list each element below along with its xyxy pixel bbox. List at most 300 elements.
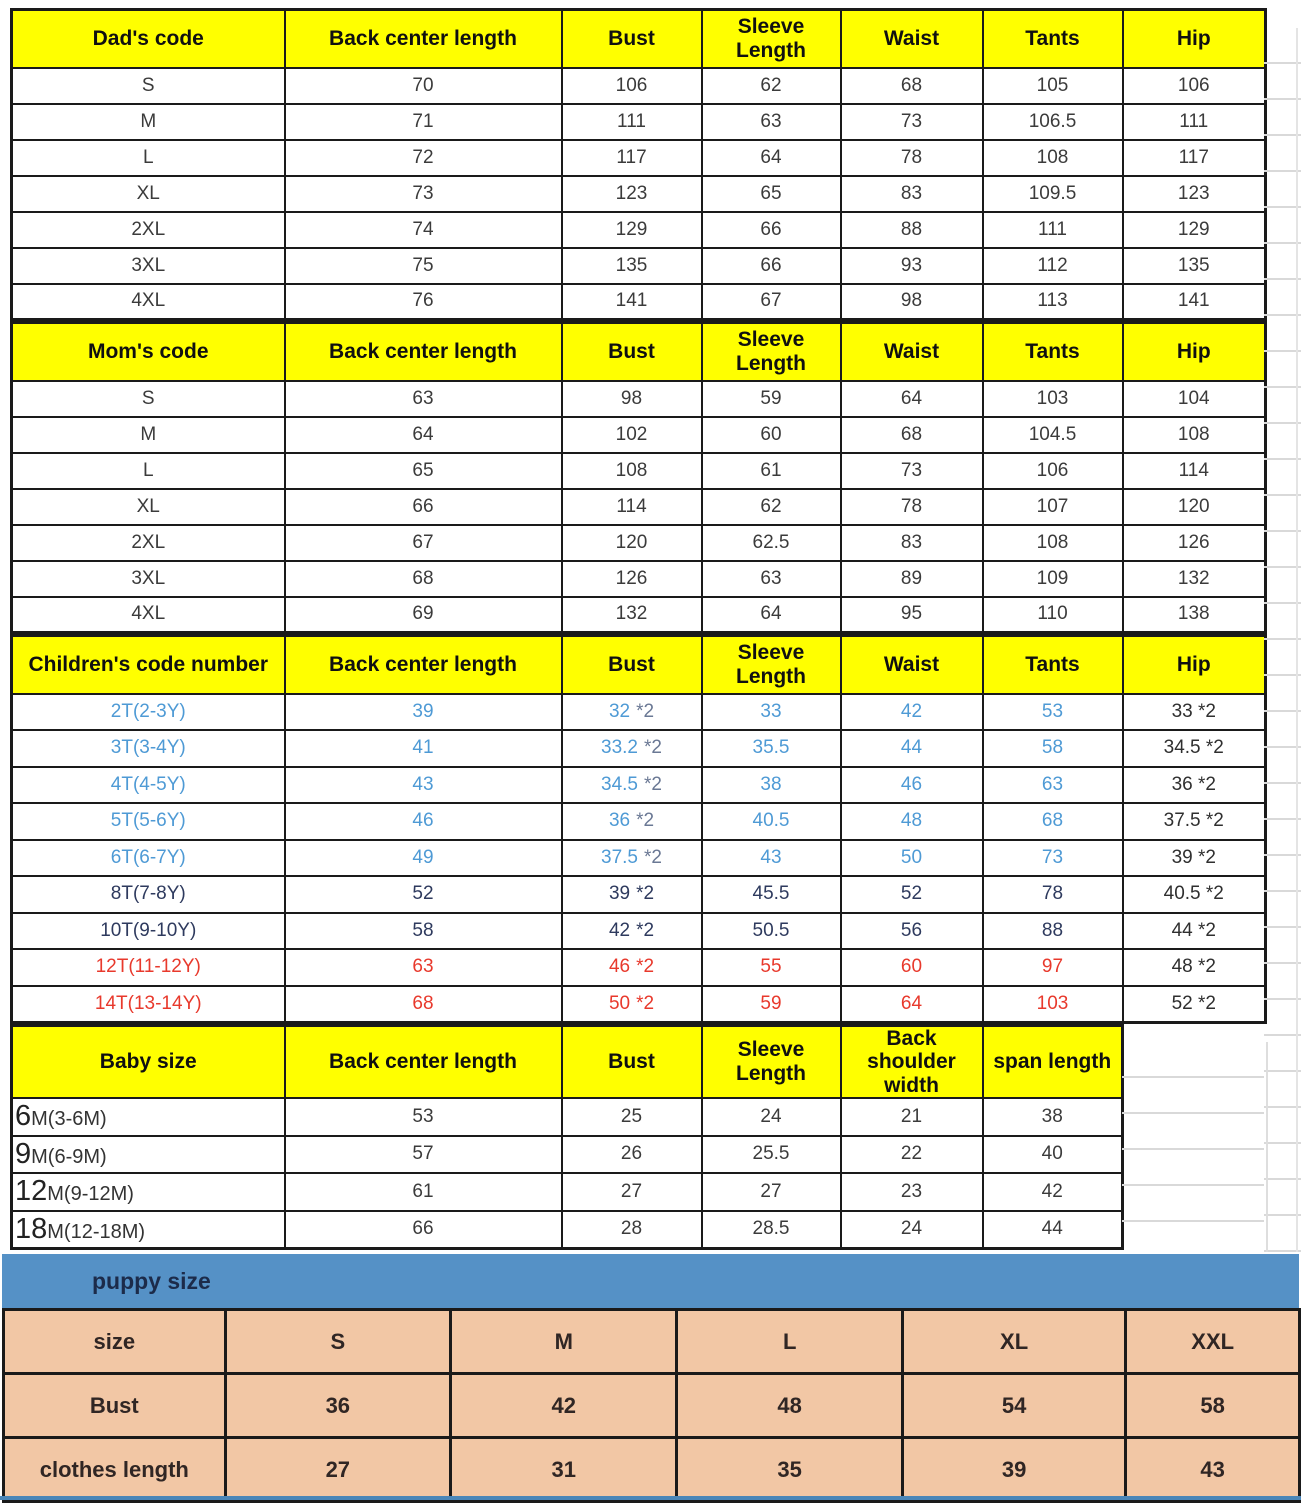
value-cell: 44 xyxy=(983,1211,1123,1249)
table-row xyxy=(12,840,1266,877)
value-cell: 27 xyxy=(702,1173,841,1211)
value-cell: 58 xyxy=(285,913,562,950)
value-cell: 66 xyxy=(285,1211,562,1249)
value-cell: 132 xyxy=(562,597,702,633)
value-cell: 39 *2 xyxy=(1123,840,1266,877)
value-cell: 112 xyxy=(983,248,1123,284)
row-label: size xyxy=(4,1310,226,1374)
baby-size-label xyxy=(12,1211,285,1249)
value-cell: L xyxy=(677,1310,902,1374)
value-cell: 54 xyxy=(902,1374,1125,1438)
table-row xyxy=(12,694,1266,731)
baby-size-label xyxy=(12,1173,285,1211)
value-cell: 62 xyxy=(702,489,841,525)
table-row xyxy=(12,986,1266,1023)
table-row xyxy=(12,1211,1123,1249)
bust-multiplier: *2 xyxy=(636,700,655,722)
table-row xyxy=(12,284,1266,320)
value-cell: 67 xyxy=(702,284,841,320)
column-header: Back center length xyxy=(285,323,562,381)
value-cell: 70 xyxy=(285,68,562,104)
table-row xyxy=(12,949,1266,986)
value-cell: 58 xyxy=(1126,1374,1300,1438)
value-cell: 66 xyxy=(702,212,841,248)
row-label: Bust xyxy=(4,1374,226,1438)
table-row xyxy=(12,1098,1123,1136)
value-cell: 40.5 xyxy=(702,803,841,840)
value-cell: 57 xyxy=(285,1136,562,1174)
child-size-label: 4T(4-5Y) xyxy=(12,767,285,804)
child-size-label: 6T(6-7Y) xyxy=(12,840,285,877)
table-row xyxy=(12,248,1266,284)
table-row xyxy=(12,381,1266,417)
value-cell: 83 xyxy=(841,176,983,212)
size-label: 3XL xyxy=(12,248,285,284)
value-cell: 68 xyxy=(285,986,562,1023)
bust-value: 34.5 xyxy=(601,773,638,795)
value-cell: 98 xyxy=(841,284,983,320)
value-cell: 108 xyxy=(562,453,702,489)
value-cell: 111 xyxy=(983,212,1123,248)
child-size-label: 10T(9-10Y) xyxy=(12,913,285,950)
value-cell: 60 xyxy=(702,417,841,453)
table-row xyxy=(12,212,1266,248)
value-cell: 63 xyxy=(983,767,1123,804)
size-label: 3XL xyxy=(12,561,285,597)
size-label: L xyxy=(12,453,285,489)
value-cell: 117 xyxy=(1123,140,1266,176)
spreadsheet-grid-vline xyxy=(1266,1042,1268,1252)
table-row xyxy=(12,876,1266,913)
table-row xyxy=(12,176,1266,212)
size-label: 2XL xyxy=(12,212,285,248)
value-cell: 97 xyxy=(983,949,1123,986)
table-row xyxy=(12,140,1266,176)
bust-value: 42 xyxy=(608,919,631,941)
value-cell: 89 xyxy=(841,561,983,597)
table-row xyxy=(12,1173,1123,1211)
column-header: Sleeve Length xyxy=(702,1025,841,1098)
value-cell: 98 xyxy=(562,381,702,417)
children-header-row xyxy=(12,636,1266,694)
value-cell: 66 xyxy=(702,248,841,284)
bust-multiplier: *2 xyxy=(636,810,655,832)
spreadsheet-grid-vline xyxy=(1296,28,1298,1252)
column-header: Sleeve Length xyxy=(702,636,841,694)
bust-multiplier: *2 xyxy=(644,737,662,759)
value-cell: 110 xyxy=(983,597,1123,633)
value-cell: 35 xyxy=(677,1438,902,1502)
puppy-size-table xyxy=(2,1308,1301,1503)
value-cell: 68 xyxy=(285,561,562,597)
table-row xyxy=(12,597,1266,633)
value-cell: 67 xyxy=(285,525,562,561)
column-header: Hip xyxy=(1123,636,1266,694)
value-cell: 111 xyxy=(1123,104,1266,140)
baby-header-row xyxy=(12,1025,1123,1098)
value-cell: 64 xyxy=(702,140,841,176)
value-cell: 27 xyxy=(225,1438,450,1502)
table-row xyxy=(4,1310,1300,1374)
table-row xyxy=(4,1374,1300,1438)
value-cell: 28 xyxy=(562,1211,702,1249)
value-cell: 138 xyxy=(1123,597,1266,633)
value-cell: 61 xyxy=(285,1173,562,1211)
value-cell: 39 xyxy=(902,1438,1125,1502)
column-header: Back center length xyxy=(285,636,562,694)
value-cell: 44 xyxy=(841,730,983,767)
table-row xyxy=(12,913,1266,950)
value-cell: 38 xyxy=(983,1098,1123,1136)
value-cell: 63 xyxy=(702,104,841,140)
value-cell: 129 xyxy=(562,212,702,248)
column-header: Bust xyxy=(562,1025,702,1098)
baby-size-range: M(6-9M) xyxy=(31,1145,107,1168)
value-cell: 62 xyxy=(702,68,841,104)
value-cell: 123 xyxy=(1123,176,1266,212)
value-cell: S xyxy=(225,1310,450,1374)
value-cell: 25 xyxy=(562,1098,702,1136)
column-header: span length xyxy=(983,1025,1123,1098)
value-cell: 64 xyxy=(841,381,983,417)
value-cell: 27 xyxy=(562,1173,702,1211)
table-row xyxy=(12,1136,1123,1174)
size-tables-stack xyxy=(10,8,1267,1250)
column-header: Bust xyxy=(562,323,702,381)
value-cell: 52 xyxy=(841,876,983,913)
baby-size-number: 6 xyxy=(15,1100,32,1133)
child-size-label: 12T(11-12Y) xyxy=(12,949,285,986)
value-cell: 41 xyxy=(285,730,562,767)
value-cell: 52 xyxy=(285,876,562,913)
value-cell: 36 xyxy=(225,1374,450,1438)
value-cell: 88 xyxy=(841,212,983,248)
value-cell: 106 xyxy=(983,453,1123,489)
value-cell: 68 xyxy=(983,803,1123,840)
value-cell: 42 xyxy=(451,1374,677,1438)
value-cell: 106.5 xyxy=(983,104,1123,140)
dad-header-row xyxy=(12,10,1266,68)
value-cell: 104 xyxy=(1123,381,1266,417)
value-cell: 73 xyxy=(841,453,983,489)
value-cell: 75 xyxy=(285,248,562,284)
value-cell: XL xyxy=(902,1310,1125,1374)
child-size-label: 14T(13-14Y) xyxy=(12,986,285,1023)
value-cell: 26 xyxy=(562,1136,702,1174)
value-cell: 95 xyxy=(841,597,983,633)
size-label: L xyxy=(12,140,285,176)
value-cell: 62.5 xyxy=(702,525,841,561)
row-label: clothes length xyxy=(4,1438,226,1502)
value-cell: 141 xyxy=(562,284,702,320)
value-cell: 73 xyxy=(983,840,1123,877)
puppy-size-banner xyxy=(2,1254,1299,1308)
column-header: Waist xyxy=(841,636,983,694)
value-cell xyxy=(562,913,702,950)
value-cell: 107 xyxy=(983,489,1123,525)
value-cell xyxy=(562,949,702,986)
value-cell: 21 xyxy=(841,1098,983,1136)
table-row xyxy=(12,730,1266,767)
value-cell: 78 xyxy=(841,489,983,525)
column-header: Tants xyxy=(983,10,1123,68)
value-cell: 93 xyxy=(841,248,983,284)
value-cell: 53 xyxy=(983,694,1123,731)
table-row xyxy=(12,525,1266,561)
value-cell: 43 xyxy=(702,840,841,877)
column-header: Waist xyxy=(841,323,983,381)
value-cell: 69 xyxy=(285,597,562,633)
column-header: Hip xyxy=(1123,10,1266,68)
value-cell: 76 xyxy=(285,284,562,320)
value-cell: 50.5 xyxy=(702,913,841,950)
column-header: Tants xyxy=(983,636,1123,694)
value-cell: 22 xyxy=(841,1136,983,1174)
value-cell: 48 *2 xyxy=(1123,949,1266,986)
mom-size-table xyxy=(10,321,1267,634)
value-cell: 40.5 *2 xyxy=(1123,876,1266,913)
value-cell: 43 xyxy=(285,767,562,804)
value-cell: 48 xyxy=(677,1374,902,1438)
value-cell: 50 xyxy=(841,840,983,877)
value-cell xyxy=(562,767,702,804)
value-cell: 46 xyxy=(285,803,562,840)
value-cell: M xyxy=(451,1310,677,1374)
table-row xyxy=(12,417,1266,453)
value-cell: 64 xyxy=(841,986,983,1023)
children-size-table xyxy=(10,634,1267,1024)
column-header: Back center length xyxy=(285,1025,562,1098)
baby-size-number: 9 xyxy=(15,1137,32,1170)
value-cell: 103 xyxy=(983,986,1123,1023)
value-cell: 53 xyxy=(285,1098,562,1136)
value-cell: 64 xyxy=(702,597,841,633)
size-label: M xyxy=(12,104,285,140)
value-cell xyxy=(562,730,702,767)
bust-value: 32 xyxy=(608,700,631,722)
value-cell: 35.5 xyxy=(702,730,841,767)
value-cell: 109 xyxy=(983,561,1123,597)
value-cell: 66 xyxy=(285,489,562,525)
value-cell: 37.5 *2 xyxy=(1123,803,1266,840)
bust-value: 33.2 xyxy=(601,737,638,759)
value-cell: 60 xyxy=(841,949,983,986)
mom-header-row xyxy=(12,323,1266,381)
value-cell: 48 xyxy=(841,803,983,840)
size-label: XL xyxy=(12,489,285,525)
value-cell: 78 xyxy=(841,140,983,176)
column-header: Hip xyxy=(1123,323,1266,381)
size-label: 2XL xyxy=(12,525,285,561)
child-size-label: 2T(2-3Y) xyxy=(12,694,285,731)
value-cell: 126 xyxy=(1123,525,1266,561)
value-cell: 59 xyxy=(702,381,841,417)
table-row xyxy=(12,803,1266,840)
value-cell: 49 xyxy=(285,840,562,877)
value-cell: 33 xyxy=(702,694,841,731)
value-cell: 55 xyxy=(702,949,841,986)
child-size-label: 3T(3-4Y) xyxy=(12,730,285,767)
size-label: 4XL xyxy=(12,284,285,320)
dad-size-table xyxy=(10,8,1267,321)
column-header: Dad's code xyxy=(12,10,285,68)
column-header: Back center length xyxy=(285,10,562,68)
value-cell: 33 *2 xyxy=(1123,694,1266,731)
value-cell: 44 *2 xyxy=(1123,913,1266,950)
value-cell: 25.5 xyxy=(702,1136,841,1174)
value-cell: 106 xyxy=(562,68,702,104)
value-cell: 102 xyxy=(562,417,702,453)
bust-multiplier: *2 xyxy=(644,773,662,795)
value-cell: 73 xyxy=(841,104,983,140)
value-cell: 31 xyxy=(451,1438,677,1502)
table-row xyxy=(4,1438,1300,1502)
value-cell: 120 xyxy=(562,525,702,561)
size-label: S xyxy=(12,381,285,417)
value-cell: 73 xyxy=(285,176,562,212)
value-cell: 108 xyxy=(1123,417,1266,453)
bust-multiplier: *2 xyxy=(644,846,662,868)
bust-value: 39 xyxy=(608,883,631,905)
baby-size-label xyxy=(12,1136,285,1174)
value-cell: 24 xyxy=(702,1098,841,1136)
value-cell: 64 xyxy=(285,417,562,453)
column-header: Mom's code xyxy=(12,323,285,381)
bust-value: 46 xyxy=(608,956,631,978)
value-cell: 63 xyxy=(702,561,841,597)
table-row xyxy=(12,68,1266,104)
table-row xyxy=(12,767,1266,804)
baby-size-number: 18 xyxy=(15,1212,48,1245)
value-cell: 28.5 xyxy=(702,1211,841,1249)
value-cell: 40 xyxy=(983,1136,1123,1174)
column-header: Baby size xyxy=(12,1025,285,1098)
value-cell: 114 xyxy=(562,489,702,525)
bust-multiplier: *2 xyxy=(636,883,655,905)
value-cell xyxy=(562,986,702,1023)
value-cell: 65 xyxy=(702,176,841,212)
value-cell: 59 xyxy=(702,986,841,1023)
value-cell: 114 xyxy=(1123,453,1266,489)
value-cell: 109.5 xyxy=(983,176,1123,212)
value-cell: 63 xyxy=(285,949,562,986)
value-cell xyxy=(562,876,702,913)
column-header: Bust xyxy=(562,10,702,68)
value-cell: 104.5 xyxy=(983,417,1123,453)
value-cell: 58 xyxy=(983,730,1123,767)
bust-multiplier: *2 xyxy=(636,956,655,978)
table-row xyxy=(12,561,1266,597)
value-cell: 135 xyxy=(562,248,702,284)
size-label: XL xyxy=(12,176,285,212)
value-cell: 46 xyxy=(841,767,983,804)
value-cell: 129 xyxy=(1123,212,1266,248)
value-cell: 117 xyxy=(562,140,702,176)
value-cell: 24 xyxy=(841,1211,983,1249)
value-cell: 23 xyxy=(841,1173,983,1211)
column-header: Waist xyxy=(841,10,983,68)
value-cell: 43 xyxy=(1126,1438,1300,1502)
value-cell: 65 xyxy=(285,453,562,489)
value-cell: 106 xyxy=(1123,68,1266,104)
puppy-size-banner-label: puppy size xyxy=(92,1267,211,1294)
value-cell: 132 xyxy=(1123,561,1266,597)
value-cell: 108 xyxy=(983,140,1123,176)
value-cell: 42 xyxy=(983,1173,1123,1211)
baby-size-table xyxy=(10,1024,1124,1250)
bust-value: 37.5 xyxy=(601,846,638,868)
column-header: Back shoulder width xyxy=(841,1025,983,1098)
value-cell: 111 xyxy=(562,104,702,140)
column-header: Sleeve Length xyxy=(702,10,841,68)
value-cell: 126 xyxy=(562,561,702,597)
table-row xyxy=(12,489,1266,525)
table-row xyxy=(12,453,1266,489)
bust-multiplier: *2 xyxy=(636,992,655,1014)
value-cell: 88 xyxy=(983,913,1123,950)
value-cell: XXL xyxy=(1126,1310,1300,1374)
value-cell: 71 xyxy=(285,104,562,140)
value-cell: 38 xyxy=(702,767,841,804)
value-cell: 45.5 xyxy=(702,876,841,913)
value-cell xyxy=(562,694,702,731)
column-header: Children's code number xyxy=(12,636,285,694)
column-header: Sleeve Length xyxy=(702,323,841,381)
bust-value: 50 xyxy=(608,992,631,1014)
value-cell: 52 *2 xyxy=(1123,986,1266,1023)
baby-size-range: M(12-18M) xyxy=(47,1220,146,1243)
baby-size-number: 12 xyxy=(15,1175,48,1208)
value-cell: 68 xyxy=(841,417,983,453)
bust-multiplier: *2 xyxy=(636,919,655,941)
baby-size-range: M(9-12M) xyxy=(47,1183,134,1206)
value-cell xyxy=(562,840,702,877)
value-cell: 113 xyxy=(983,284,1123,320)
child-size-label: 8T(7-8Y) xyxy=(12,876,285,913)
value-cell: 34.5 *2 xyxy=(1123,730,1266,767)
column-header: Tants xyxy=(983,323,1123,381)
bottom-blue-strip xyxy=(0,1496,1301,1500)
value-cell: 120 xyxy=(1123,489,1266,525)
value-cell: 123 xyxy=(562,176,702,212)
size-label: 4XL xyxy=(12,597,285,633)
value-cell: 72 xyxy=(285,140,562,176)
value-cell: 63 xyxy=(285,381,562,417)
value-cell: 61 xyxy=(702,453,841,489)
value-cell: 42 xyxy=(841,694,983,731)
value-cell: 56 xyxy=(841,913,983,950)
column-header: Bust xyxy=(562,636,702,694)
size-label: S xyxy=(12,68,285,104)
value-cell: 68 xyxy=(841,68,983,104)
baby-size-range: M(3-6M) xyxy=(31,1108,107,1131)
child-size-label: 5T(5-6Y) xyxy=(12,803,285,840)
value-cell: 105 xyxy=(983,68,1123,104)
bust-value: 36 xyxy=(608,810,631,832)
value-cell: 83 xyxy=(841,525,983,561)
value-cell: 135 xyxy=(1123,248,1266,284)
value-cell: 39 xyxy=(285,694,562,731)
value-cell xyxy=(562,803,702,840)
value-cell: 78 xyxy=(983,876,1123,913)
table-row xyxy=(12,104,1266,140)
size-label: M xyxy=(12,417,285,453)
value-cell: 36 *2 xyxy=(1123,767,1266,804)
baby-size-label xyxy=(12,1098,285,1136)
value-cell: 108 xyxy=(983,525,1123,561)
value-cell: 141 xyxy=(1123,284,1266,320)
spreadsheet-grid-baby-right xyxy=(1122,1042,1264,1252)
